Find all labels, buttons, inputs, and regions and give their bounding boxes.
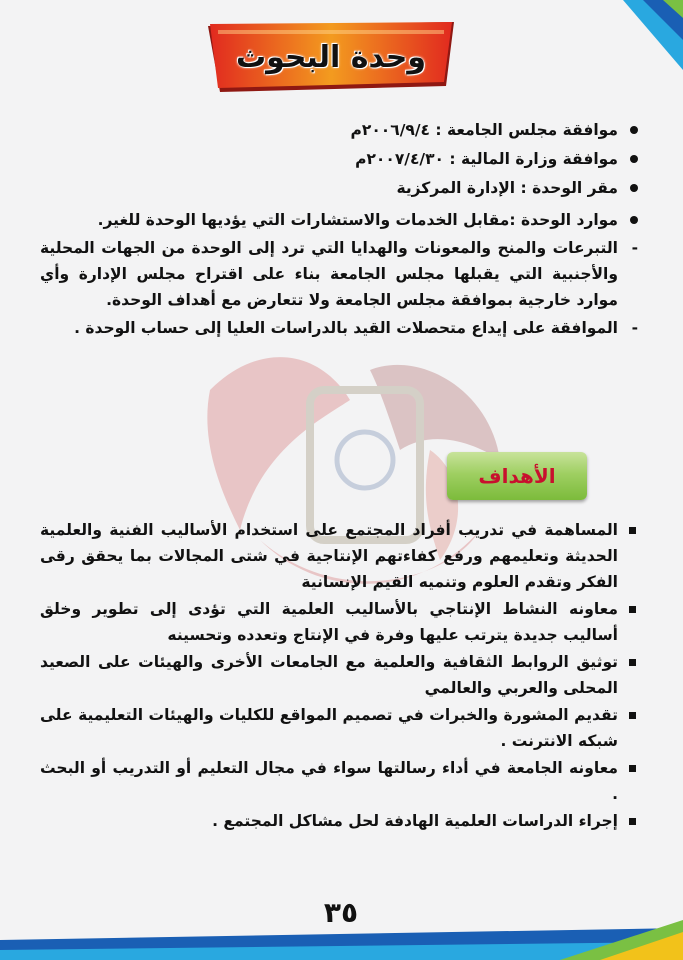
square-bullet-icon xyxy=(629,818,636,825)
dash-icon: - xyxy=(631,319,638,337)
info-label: موافقة وزارة المالية xyxy=(461,150,618,168)
goal-item xyxy=(40,649,640,701)
bullet-icon xyxy=(630,155,638,163)
goal-item xyxy=(40,596,640,648)
bullet-icon xyxy=(630,216,638,224)
goal-item xyxy=(40,702,640,754)
corner-decoration xyxy=(603,0,683,90)
resource-item xyxy=(40,235,640,313)
square-bullet-icon xyxy=(629,527,636,534)
page-title: وحدة البحوث xyxy=(235,40,427,75)
goals-heading: الأهداف xyxy=(478,464,556,488)
resource-text: التبرعات والمنح والمعونات والهدايا التي ترد إلى الوحدة من الجهات المحلية والأجنبية التي يقبلها مجلس الجامعة بناء على اقتراح مجلس الإدارة وأي موارد خارجية بموافقة مجلس الجامعة ولا تتعارض مع أهداف الوحدة. xyxy=(40,239,618,309)
goal-item xyxy=(40,755,640,807)
info-label: موافقة مجلس الجامعة xyxy=(447,121,618,139)
square-bullet-icon xyxy=(629,659,636,666)
resource-text: الموافقة على إيداع متحصلات القيد بالدراسات العليا إلى حساب الوحدة . xyxy=(74,319,618,337)
goal-text: توثيق الروابط الثقافية والعلمية مع الجامعات الأخرى والهيئات على الصعيد المحلى والعربي والعالمي xyxy=(40,653,618,697)
goal-item xyxy=(40,517,640,595)
info-item xyxy=(40,117,640,143)
goal-text: المساهمة في تدريب أفراد المجتمع على استخدام الأساليب الفنية والعلمية الحديثة وتعليمهم ورفع كفاءتهم الإنتاجية في شتى المجالات بما يحقق رقى الفكر وتقدم العلوم وتنميه القيم الإنسانية xyxy=(40,521,618,591)
resource-item xyxy=(40,315,640,341)
page-number: ٣٥ xyxy=(323,896,359,929)
square-bullet-icon xyxy=(629,606,636,613)
info-value: : ٢٠٠٧/٤/٣٠م xyxy=(355,150,456,168)
goal-item xyxy=(40,808,640,834)
bottom-stripe xyxy=(0,920,683,960)
square-bullet-icon xyxy=(629,712,636,719)
dash-icon: - xyxy=(631,239,638,257)
info-label: موارد الوحدة xyxy=(520,211,618,229)
unit-info-section xyxy=(40,117,640,341)
square-bullet-icon xyxy=(629,765,636,772)
goals-heading-box xyxy=(447,452,587,500)
bullet-icon xyxy=(630,184,638,192)
goal-text: إجراء الدراسات العلمية الهادفة لحل مشاكل المجتمع . xyxy=(212,812,618,830)
info-item xyxy=(40,207,640,233)
info-value: :مقابل الخدمات والاستشارات التي يؤديها الوحدة للغير. xyxy=(97,211,516,229)
goals-section xyxy=(40,517,640,834)
goal-text: معاونه النشاط الإنتاجي بالأساليب العلمية التي تؤدى إلى تطوير وخلق أساليب جديدة يترتب عليها وفرة في الإنتاج وتعدده وتحسينه xyxy=(40,600,618,644)
bullet-icon xyxy=(630,126,638,134)
info-value: : الإدارة المركزية xyxy=(396,179,527,197)
goal-text: تقديم المشورة والخبرات في تصميم المواقع للكليات والهيئات التعليمية على شبكه الانترنت . xyxy=(40,706,618,750)
goal-text: معاونه الجامعة في أداء رسالتها سواء في مجال التعليم أو التدريب أو البحث . xyxy=(40,759,618,803)
info-item xyxy=(40,175,640,201)
info-value: : ٢٠٠٦/٩/٤م xyxy=(350,121,442,139)
info-label: مقر الوحدة xyxy=(532,179,618,197)
info-item xyxy=(40,146,640,172)
